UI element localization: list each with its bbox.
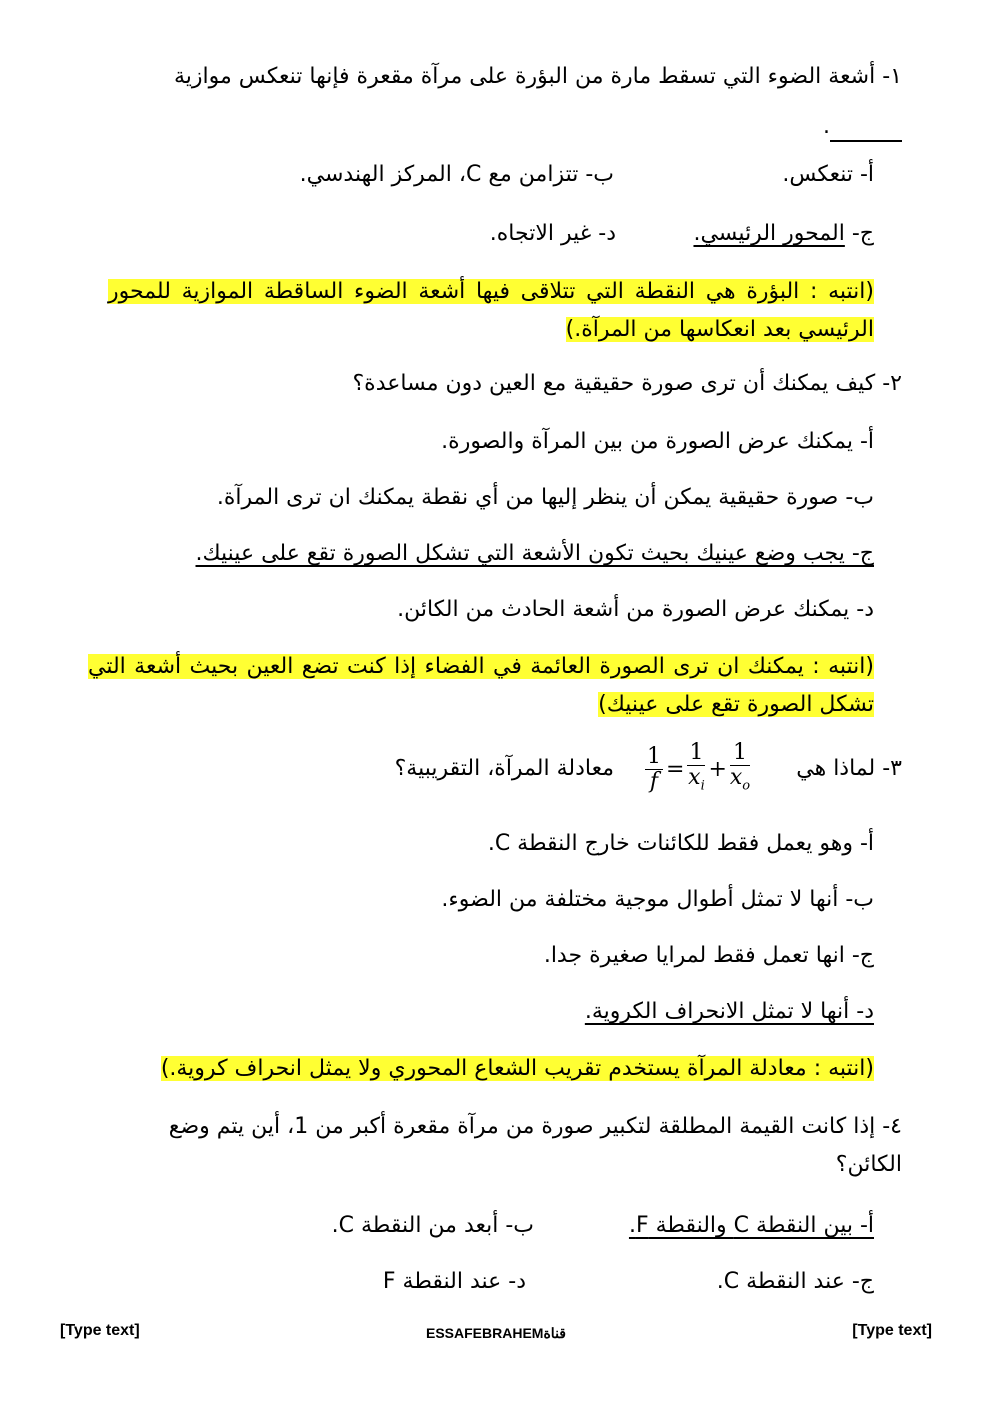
answer-blank: [830, 118, 902, 142]
eq-numerator: 1: [730, 741, 750, 766]
q1-note-text: (انتبه : البؤرة هي النقطة التي تتلاقى فيها أشعة الضوء الساقطة الموازية للمحور الرئيسي بعد انعكاسها من المرآة.): [108, 279, 874, 342]
q3-option-a: أ- وهو يعمل فقط للكائنات خارج النقطة C.: [487, 831, 874, 856]
q3-note: [161, 1054, 874, 1084]
q1-option-a: أ- تنعكس.: [782, 162, 874, 187]
q2-option-d: د- يمكنك عرض الصورة من أشعة الحادث من الكائن.: [397, 597, 874, 622]
eq-plus: +: [708, 757, 727, 783]
q3-option-c: ج- انها تعمل فقط لمرايا صغيرة جدا.: [543, 943, 874, 968]
q4-option-a: أ- بين النقطة C والنقطة F.: [628, 1213, 874, 1238]
q1-line2: [823, 112, 902, 142]
q2-note-text: (انتبه : يمكنك ان ترى الصورة العائمة في الفضاء إذا كنت تضع العين بحيث أشعة التي تشكل الصورة تقع على عينيك): [88, 654, 874, 717]
q3-note-text: (انتبه : معادلة المرآة يستخدم تقريب الشعاع المحوري ولا يمثل انحراف كروية.): [160, 1056, 874, 1081]
q1-option-c-prefix: ج-: [844, 221, 874, 246]
q4-line2: الكائن؟: [835, 1152, 902, 1177]
eq-sub-i: i: [700, 778, 705, 794]
q1-option-c: [693, 219, 874, 249]
eq-sub-o: o: [742, 778, 751, 794]
footer-center: ESSAFEBRAHEMقناة: [426, 1325, 566, 1341]
eq-x: x: [729, 765, 743, 790]
q4-option-d: د- عند النقطة F: [382, 1269, 526, 1294]
eq-numerator: 1: [647, 744, 661, 770]
q1-option-c-answer: المحور الرئيسي.: [693, 221, 845, 246]
q2-option-c: ج- يجب وضع عينيك بحيث تكون الأشعة التي تشكل الصورة تقع على عينيك.: [195, 541, 874, 566]
q1-option-b: ب- تتزامن مع C، المركز الهندسي.: [299, 162, 614, 187]
eq-fraction-xi: [687, 741, 705, 798]
q2-note: [88, 648, 874, 724]
q4-line1: ٤- إذا كانت القيمة المطلقة لتكبير صورة من مرآة مقعرة أكبر من 1، أين يتم وضع: [168, 1114, 902, 1139]
q4-option-c: ج- عند النقطة C.: [716, 1269, 874, 1294]
q3-option-b: ب- أنها لا تمثل أطوال موجية مختلفة من الضوء.: [441, 887, 874, 912]
footer-right: [Type text]: [852, 1322, 932, 1339]
eq-numerator: 1: [689, 740, 704, 765]
q2-question: ٢- كيف يمكنك أن ترى صورة حقيقية مع العين دون مساعدة؟: [352, 371, 902, 396]
q2-option-b: ب- صورة حقيقية يمكن أن ينظر إليها من أي نقطة يمكنك ان ترى المرآة.: [216, 485, 874, 510]
q3-prefix: ٣- لماذا هي: [796, 756, 902, 781]
q3-suffix: معادلة المرآة، التقريبية؟: [394, 756, 614, 781]
footer-left: [Type text]: [60, 1322, 140, 1339]
q4-option-b: ب- أبعد من النقطة C.: [331, 1213, 534, 1238]
eq-fraction-f: [645, 745, 663, 794]
eq-x: x: [688, 765, 701, 790]
q1-line1: ١- أشعة الضوء التي تسقط مارة من البؤرة على مرآة مقعرة فإنها تنعكس موازية: [174, 64, 902, 89]
q1-line2-text: .: [823, 114, 830, 139]
eq-denominator-f: f: [649, 769, 659, 795]
q3-option-d: د- أنها لا تمثل الانحراف الكروية.: [584, 999, 874, 1024]
q1-option-d: د- غير الاتجاه.: [489, 221, 616, 246]
q2-option-a: أ- يمكنك عرض الصورة من بين المرآة والصورة.: [441, 429, 874, 454]
eq-equals: =: [666, 757, 685, 783]
q1-note: [108, 273, 874, 349]
eq-fraction-xo: [730, 741, 750, 798]
mirror-equation: [643, 741, 752, 798]
